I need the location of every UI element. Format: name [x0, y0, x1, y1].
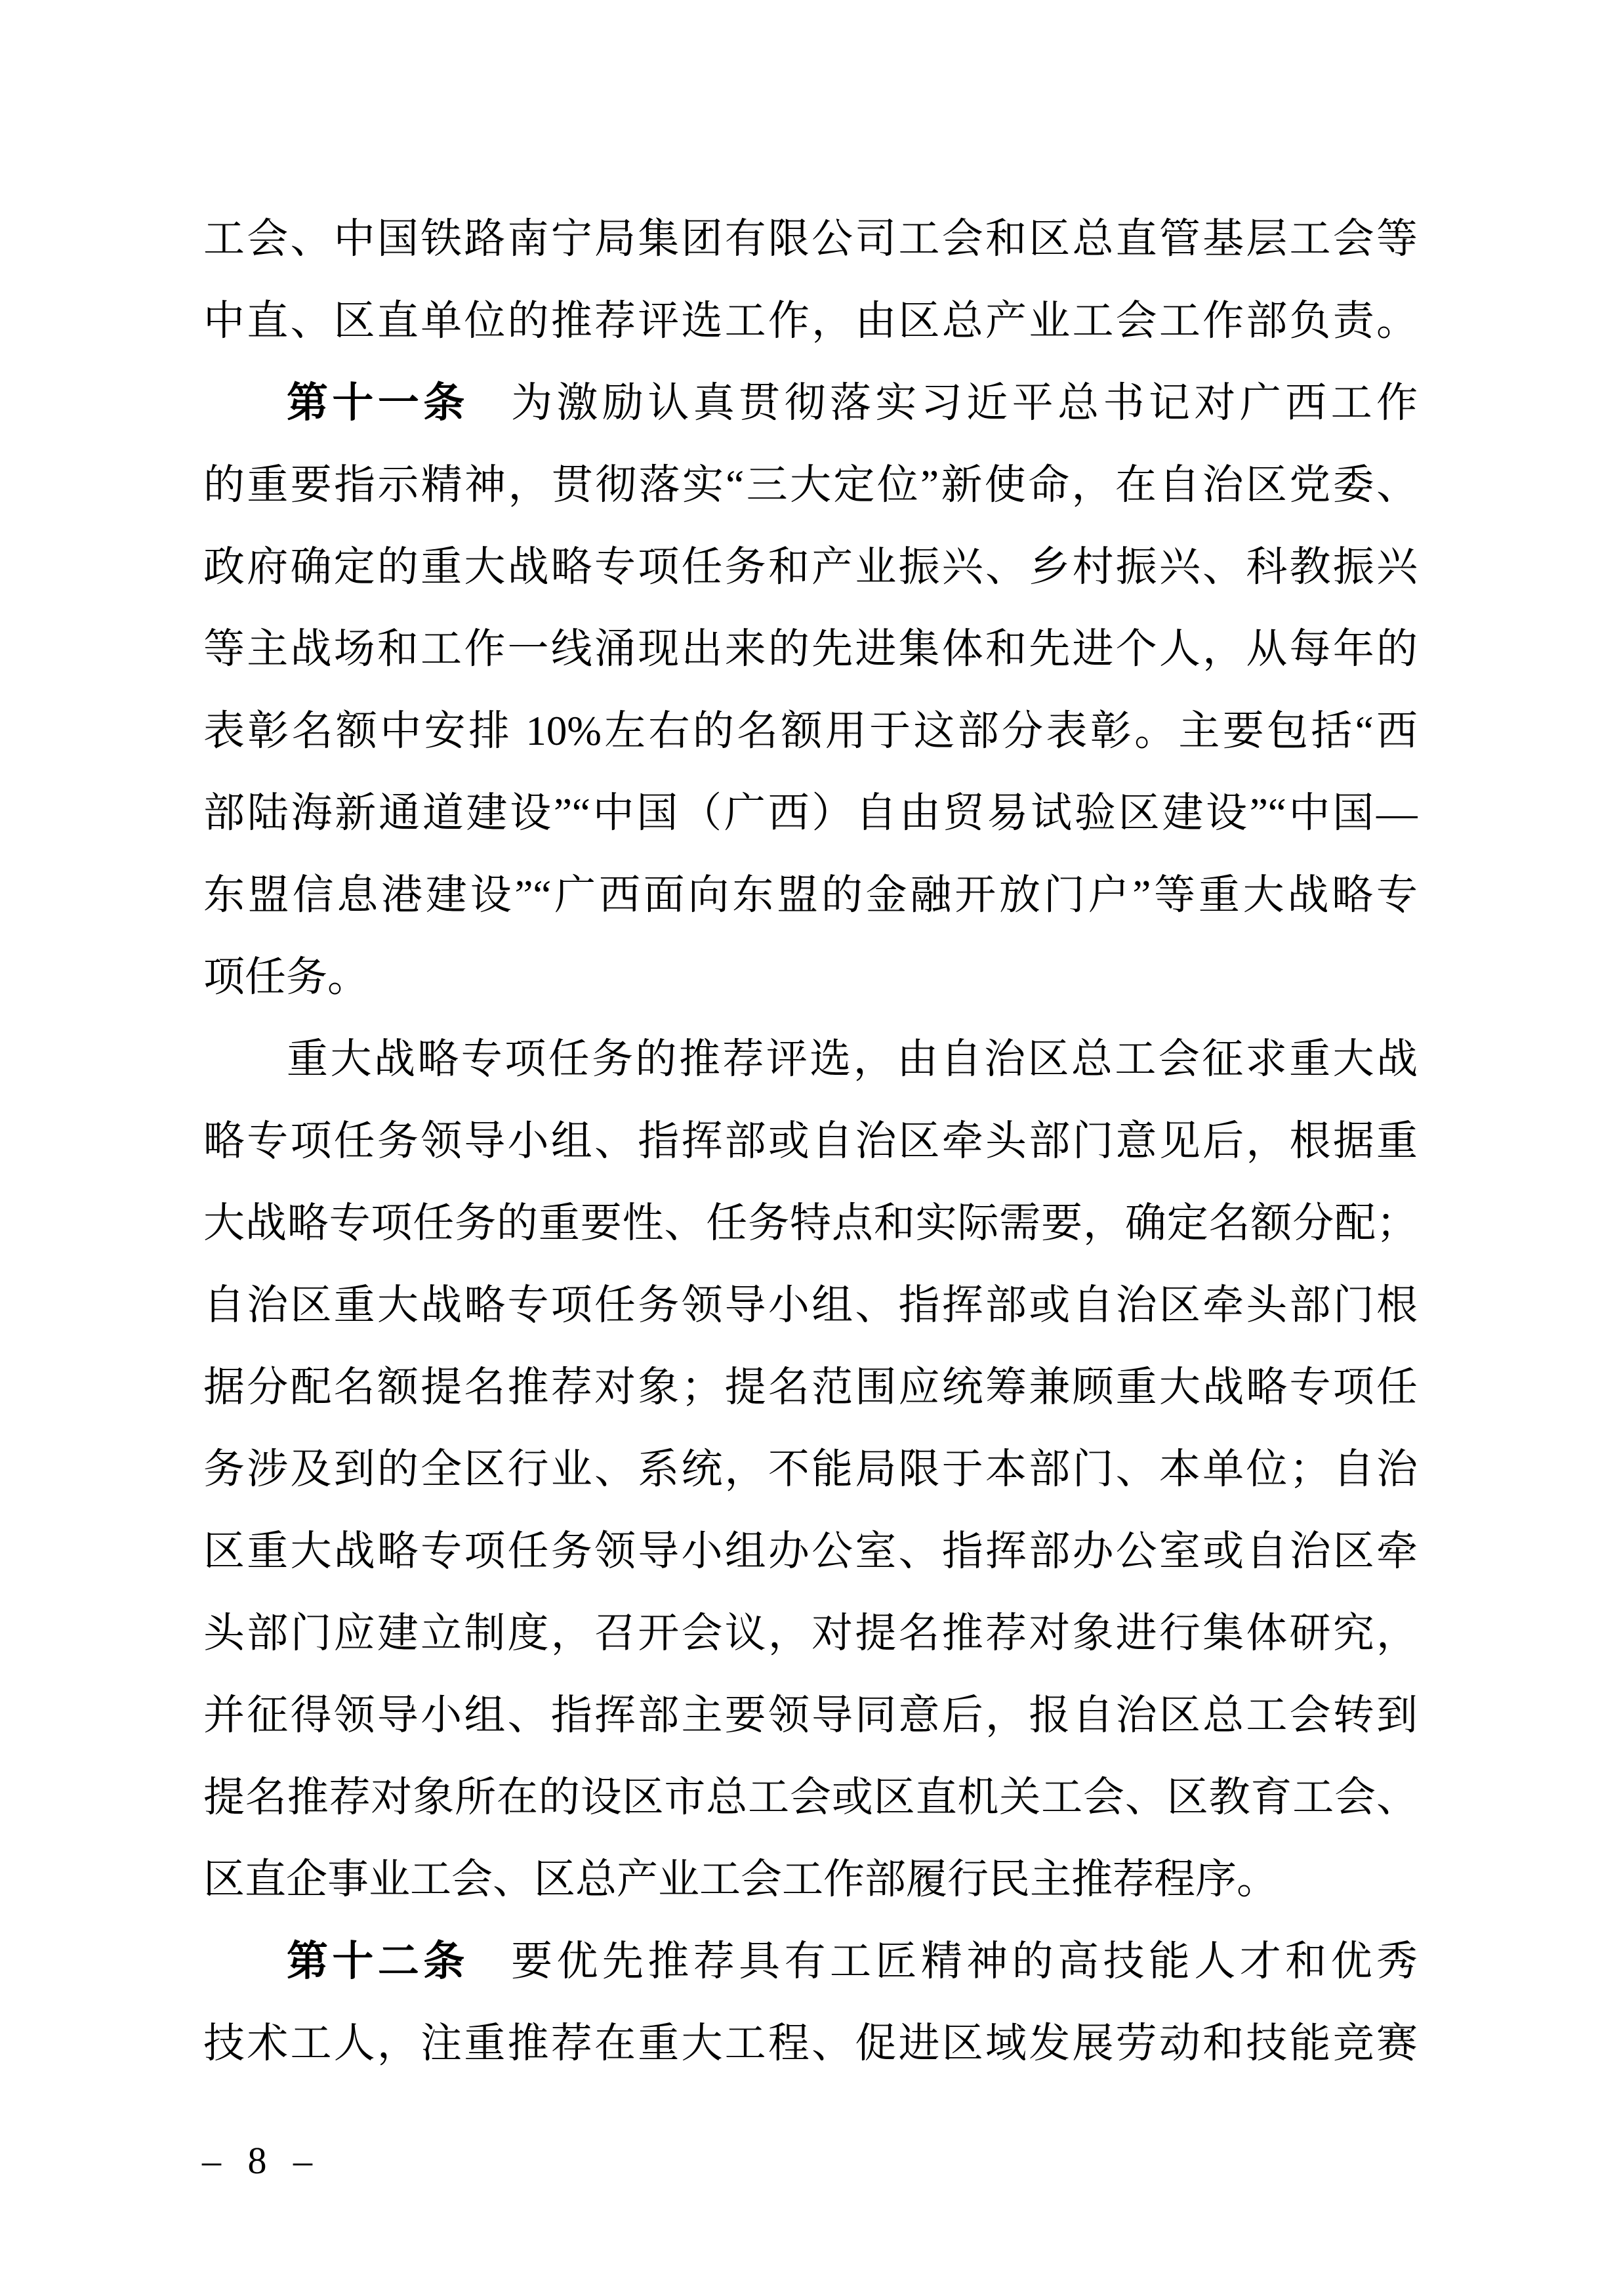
paragraph-end-line: 项任务。: [203, 954, 369, 1000]
text-line: 务涉及到的全区行业、系统，不能局限于本部门、本单位；自治: [203, 1446, 1418, 1492]
text-line: 自治区重大战略专项任务领导小组、指挥部或自治区牵头部门根: [203, 1282, 1418, 1328]
page-number: – 8 –: [202, 2139, 318, 2182]
text-line: 工会、中国铁路南宁局集团有限公司工会和区总直管基层工会等: [203, 216, 1418, 262]
text-line: 东盟信息港建设”“广西面向东盟的金融开放门户”等重大战略专: [203, 872, 1418, 918]
paragraph-end-line: 区直企事业工会、区总产业工会工作部履行民主推荐程序。: [203, 1856, 1278, 1902]
text-line: 头部门应建立制度，召开会议，对提名推荐对象进行集体研究，: [203, 1610, 1418, 1656]
article-11-lead-text: 为激励认真贯彻落实习近平总书记对广西工作: [506, 380, 1418, 426]
text-line: 技术工人，注重推荐在重大工程、促进区域发展劳动和技能竞赛: [203, 2020, 1418, 2066]
text-line: 略专项任务领导小组、指挥部或自治区牵头部门意见后，根据重: [203, 1118, 1418, 1164]
text-line: 表彰名额中安排 10%左右的名额用于这部分表彰。主要包括“西: [203, 708, 1418, 754]
text-line: 并征得领导小组、指挥部主要领导同意后，报自治区总工会转到: [203, 1692, 1418, 1738]
document-body: [203, 198, 1418, 2085]
text-line: 中直、区直单位的推荐评选工作，由区总产业工会工作部负责。: [203, 298, 1418, 344]
article-11-heading-line: [203, 362, 1418, 444]
text-line: 区重大战略专项任务领导小组办公室、指挥部办公室或自治区牵: [203, 1528, 1418, 1574]
text-line: 政府确定的重大战略专项任务和产业振兴、乡村振兴、科教振兴: [203, 544, 1418, 590]
text-line: 部陆海新通道建设”“中国（广西）自由贸易试验区建设”“中国—: [203, 790, 1418, 836]
text-line: 的重要指示精神，贯彻落实“三大定位”新使命，在自治区党委、: [203, 462, 1418, 508]
text-line: 重大战略专项任务的推荐评选，由自治区总工会征求重大战: [287, 1036, 1418, 1082]
text-line: 大战略专项任务的重要性、任务特点和实际需要，确定名额分配；: [203, 1200, 1418, 1246]
article-12-heading-line: [203, 1921, 1418, 2003]
text-line: 据分配名额提名推荐对象；提名范围应统筹兼顾重大战略专项任: [203, 1364, 1418, 1410]
article-11-label: 第十一条: [287, 380, 469, 426]
text-line: 提名推荐对象所在的设区市总工会或区直机关工会、区教育工会、: [203, 1774, 1418, 1820]
article-12-lead-text: 要优先推荐具有工匠精神的高技能人才和优秀: [506, 1938, 1418, 1984]
text-line: 等主战场和工作一线涌现出来的先进集体和先进个人，从每年的: [203, 626, 1418, 672]
article-12-label: 第十二条: [287, 1938, 469, 1984]
